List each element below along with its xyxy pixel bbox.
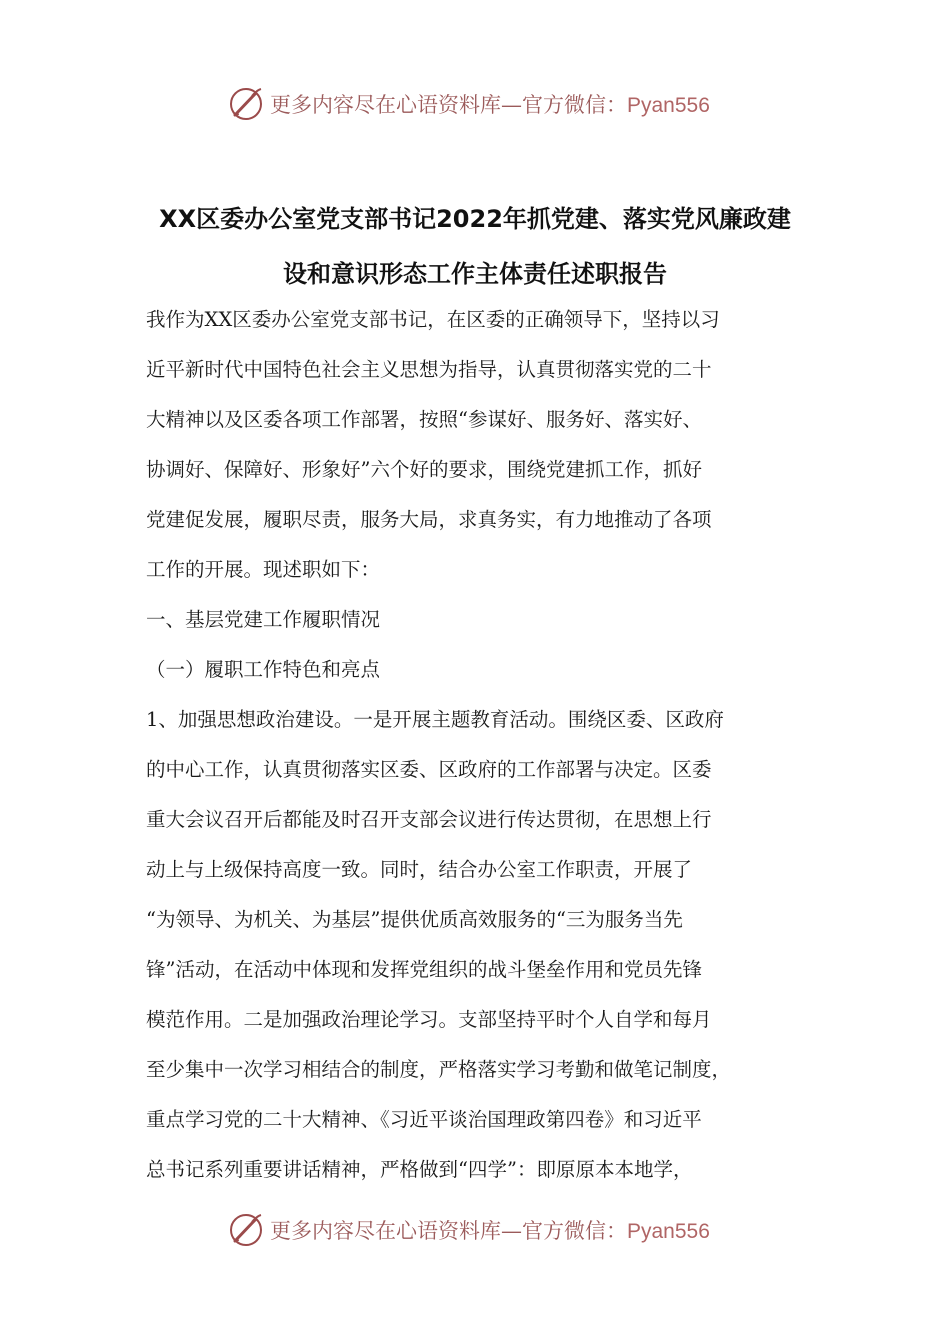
section-heading: 一、基层党建工作履职情况 bbox=[146, 608, 381, 631]
body-line: 锋”活动，在活动中体现和发挥党组织的战斗堡垒作用和党员先锋 bbox=[146, 958, 702, 981]
body-line: 近平新时代中国特色社会主义思想为指导，认真贯彻落实党的二十 bbox=[146, 358, 712, 381]
banner-slogan: 更多内容尽在心语资料库—官方微信： bbox=[270, 93, 627, 117]
subsection-heading: （一）履职工作特色和亮点 bbox=[146, 658, 381, 681]
body-line: 1、加强思想政治建设。一是开展主题教育活动。围绕区委、区政府 bbox=[146, 708, 724, 731]
body-line: 至少集中一次学习相结合的制度，严格落实学习考勤和做笔记制度， bbox=[146, 1058, 732, 1081]
footer-watermark-banner bbox=[226, 1208, 710, 1252]
body-line: 协调好、保障好、形象好”六个好的要求，围绕党建抓工作，抓好 bbox=[146, 458, 702, 481]
banner-wechat-id: Pyan556 bbox=[627, 1220, 710, 1243]
header-watermark-banner bbox=[226, 82, 710, 126]
body-line: 我作为XX区委办公室党支部书记，在区委的正确领导下，坚持以习 bbox=[146, 308, 720, 331]
body-line: 总书记系列重要讲话精神，严格做到“四学”：即原原本本地学， bbox=[146, 1158, 693, 1181]
body-line: 重大会议召开后都能及时召开支部会议进行传达贯彻，在思想上行 bbox=[146, 808, 712, 831]
pen-logo-icon bbox=[226, 1210, 266, 1250]
pen-logo-icon bbox=[226, 84, 266, 124]
document-title-line-1: XX区委办公室党支部书记2022年抓党建、落实党风廉政建 bbox=[159, 205, 791, 233]
document-title-line-2: 设和意识形态工作主体责任述职报告 bbox=[283, 260, 667, 288]
body-line: 的中心工作，认真贯彻落实区委、区政府的工作部署与决定。区委 bbox=[146, 758, 712, 781]
banner-wechat-id: Pyan556 bbox=[627, 94, 710, 117]
body-line: “为领导、为机关、为基层”提供优质高效服务的“三为服务当先 bbox=[146, 908, 683, 931]
banner-text bbox=[270, 89, 710, 119]
banner-text bbox=[270, 1215, 710, 1245]
banner-slogan: 更多内容尽在心语资料库—官方微信： bbox=[270, 1219, 627, 1243]
body-line: 工作的开展。现述职如下： bbox=[146, 558, 381, 581]
body-line: 党建促发展，履职尽责，服务大局，求真务实，有力地推动了各项 bbox=[146, 508, 712, 531]
body-line: 大精神以及区委各项工作部署，按照“参谋好、服务好、落实好、 bbox=[146, 408, 702, 431]
body-line: 重点学习党的二十大精神、《习近平谈治国理政第四卷》和习近平 bbox=[146, 1108, 702, 1131]
body-line: 动上与上级保持高度一致。同时，结合办公室工作职责，开展了 bbox=[146, 858, 693, 881]
body-line: 模范作用。二是加强政治理论学习。支部坚持平时个人自学和每月 bbox=[146, 1008, 712, 1031]
